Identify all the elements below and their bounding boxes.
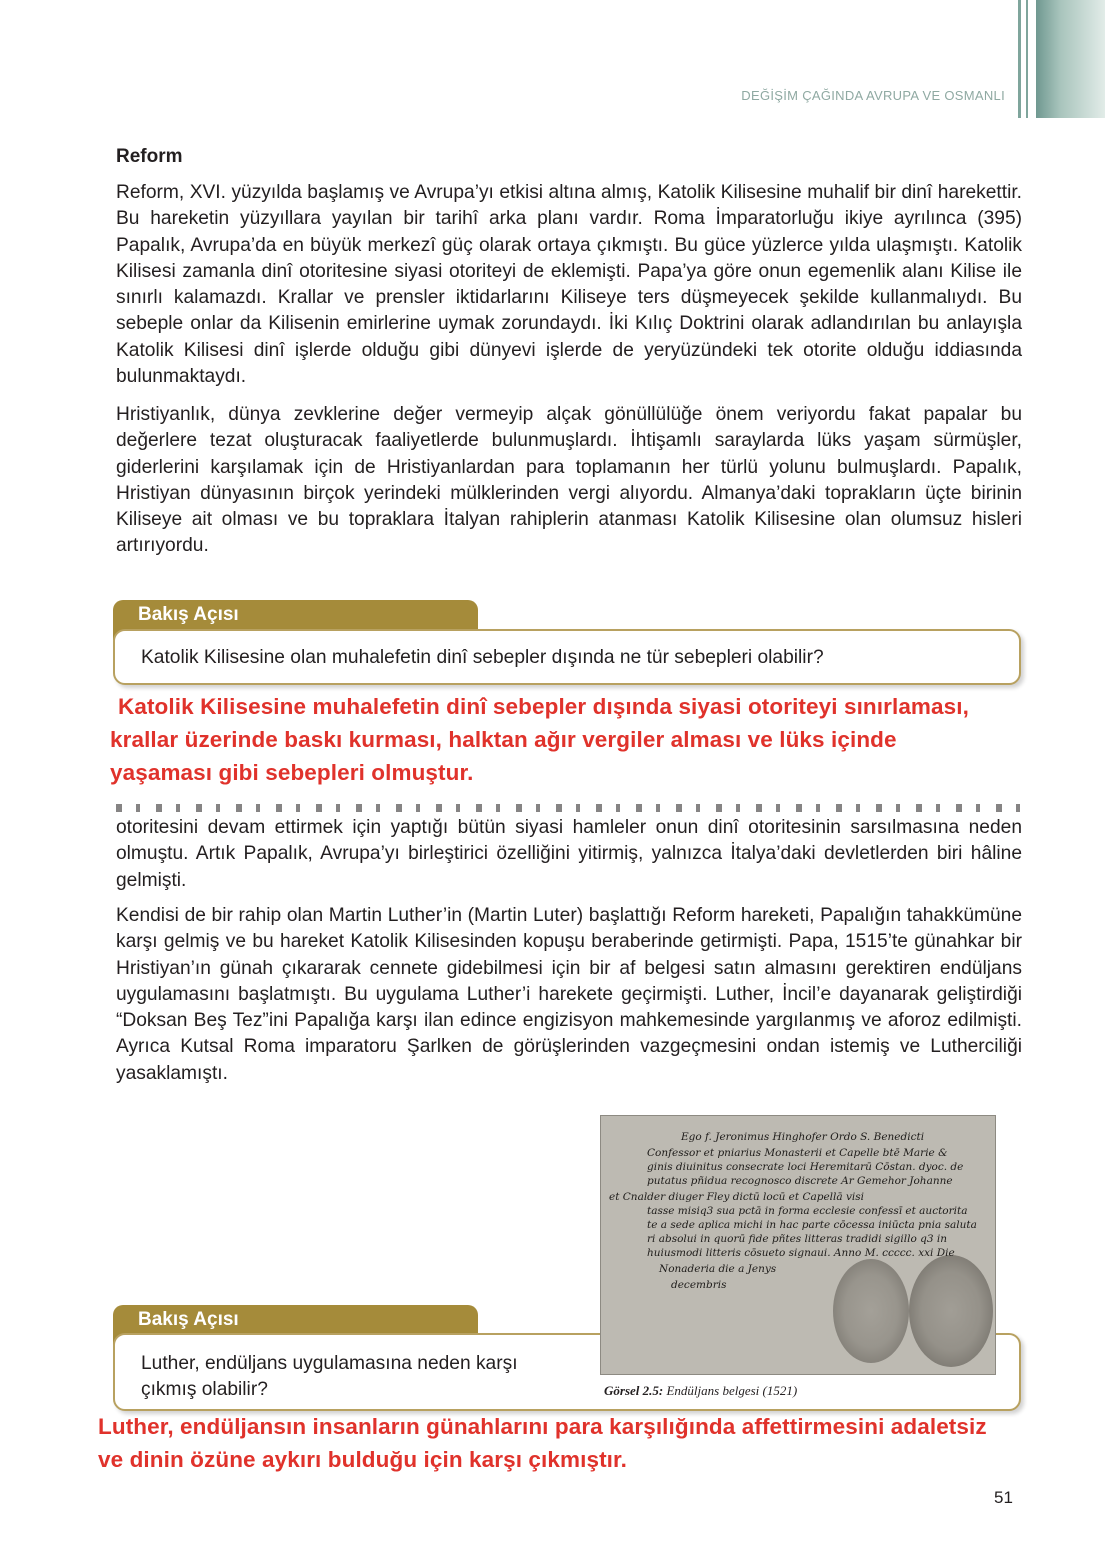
answer-1-line-1: Katolik Kilisesine muhalefetin dinî sebepler dışında siyasi otoriteyi sınırlaması, [118, 694, 969, 719]
document-line: ri absolui in quorū fide pñtes litteras tradidi sigillo q3 in [647, 1233, 947, 1245]
perspective-box-2-title: Bakış Açısı [138, 1309, 239, 1330]
answer-1-line-3: yaşaması gibi sebepleri olmuştur. [110, 760, 474, 785]
occluded-line [116, 804, 1022, 812]
perspective-box-2-question-line-1: Luther, endüljans uygulamasına neden karşı [141, 1353, 518, 1374]
indulgence-document-drawing [601, 1116, 996, 1375]
document-line: tasse misiq3 sua pctā in forma ecclesie confessī et auctorita [647, 1205, 968, 1217]
document-line: putatus pñidua recognosco discrete Ar Gemehor Johanne [647, 1175, 953, 1187]
document-line: ginis diuinitus consecrate loci Heremitarū Cōstan. dyoc. de [647, 1161, 964, 1173]
figure-caption-text: Endüljans belgesi (1521) [666, 1383, 798, 1398]
figure-caption [604, 1383, 797, 1399]
perspective-box-1 [113, 629, 1021, 685]
page-number: 51 [994, 1488, 1013, 1507]
answer-2-line-2: ve dinin özüne aykırı bulduğu için karşı çıkmıştır. [98, 1447, 627, 1472]
document-line: huiusmodi litteris cōsueto signaui. Anno M. ccccc. xxi Die [647, 1247, 955, 1259]
answer-2-line-1: Luther, endüljansın insanların günahlarını para karşılığında affettirmesini adaletsiz [98, 1414, 987, 1439]
wax-seal-2 [909, 1255, 993, 1367]
wax-seal-1 [833, 1259, 909, 1363]
running-head: DEĞİŞİM ÇAĞINDA AVRUPA VE OSMANLI [741, 88, 1005, 103]
document-line: et Cnalder diuger Fley dictū locū et Capellā visi [609, 1191, 865, 1203]
indulgence-document-image [600, 1115, 996, 1375]
paragraph-1: Reform, XVI. yüzyılda başlamış ve Avrupa’yı etkisi altına almış, Katolik Kilisesine muhalif bir dinî harekettir. Bu hareketin yüzyıllara yayılan bir tarihî arka planı vardır. Roma İmparatorluğu ikiye ayrılınca (395) Papalık, Avrupa’da en büyük merkezî güç olarak ortaya çıkmıştı. Bu güce yüzlerce yılda ulaşmıştı. Katolik Kilisesi zamanla dinî otoritesine siyasi otoriteyi de eklemişti. Papa’ya göre onun egemenlik alanı Kilise ile sınırlı kalamazdı. Krallar ve prensler iktidarlarını Kiliseye ters düşmeyecek şekilde kullanmalıydı. Bu sebeple onlar da Kilisenin emirlerine uymak zorundaydı. İki Kılıç Doktrini olarak adlandırılan bu anlayışla Katolik Kilisesi dinî işlerde olduğu gibi dünyevi işlerde de yeryüzündeki tek otorite olduğu iddiasında bulunmaktaydı. [116, 182, 1022, 388]
header-rule-left [1018, 0, 1021, 118]
document-line: Confessor et pniarius Monasterii et Capelle btē Marie & [647, 1147, 948, 1159]
perspective-box-1-question: Katolik Kilisesine olan muhalefetin dinî sebepler dışında ne tür sebepleri olabilir? [141, 647, 824, 668]
answer-1-line-2: krallar üzerinde baskı kurması, halktan ağır vergiler alması ve lüks içinde [110, 727, 897, 752]
document-line: decembris [671, 1279, 727, 1291]
perspective-box-2-question-line-2: çıkmış olabilir? [141, 1379, 268, 1400]
paragraph-2: Hristiyanlık, dünya zevklerine değer vermeyip alçak gönüllülüğe önem veriyordu fakat papalar bu değerlere tezat oluşturacak faaliyetlerde bulunmuşlardı. İhtişamlı saraylarda lüks yaşam sürmüşler, giderlerini karşılamak için de Hristiyanlardan para toplamanın her türlü yolunu bulmuşlardı. Papalık, Hristiyan dünyasının birçok yerindeki mülklerinden vergi alıyordu. Almanya’daki toprakların üçte birinin Kiliseye ait olması ve bu topraklara İtalyan rahiplerin atanması Katolik Kilisesine olan olumsuz hisleri artırıyordu. [116, 404, 1022, 557]
header-corner-tab [1036, 0, 1105, 118]
section-heading: Reform [116, 146, 183, 167]
paragraph-4: Kendisi de bir rahip olan Martin Luther’in (Martin Luter) başlattığı Reform hareketi, Papalığın tahakkümüne karşı gelmiş ve bu hareket Katolik Kilisesinden kopuşu beraberinde getirmişti. Papa, 1515’te günahkar bir Hristiyan’ın günah çıkararak cennete gidebilmesi için bir af belgesi satın almasını gerektiren endüljans uygulamasını başlatmıştı. Bu uygulama Luther’i harekete geçirmişti. Luther, İncil’e dayanarak geliştirdiği “Doksan Beş Tez”ini Papalığa karşı ilan edince engizisyon mahkemesinde yargılanmış ve aforoz edilmişti. Ayrıca Kutsal Roma imparatoru Şarlken de görüşlerinden vazgeçmesini ondan istemiş ve Lutherciliği yasaklamıştı. [116, 905, 1022, 1084]
document-line: Nonaderia die a Jenys [659, 1263, 777, 1275]
figure-caption-label: Görsel 2.5: [604, 1383, 664, 1398]
perspective-box-1-title: Bakış Açısı [138, 604, 239, 625]
document-line: te a sede aplica michi in hac parte cōcessa iniūcta pnia saluta [647, 1219, 977, 1231]
document-line: Ego f. Jeronimus Hinghofer Ordo S. Benedicti [681, 1131, 925, 1143]
header-rule-right [1026, 0, 1028, 118]
paragraph-3: otoritesini devam ettirmek için yaptığı bütün siyasi hamleler onun dinî otoritesinin sarsılmasına neden olmuştu. Artık Papalık, Avrupa’yı birleştirici özelliğini yitirmiş, yalnızca İtalya’daki devletlerden biri hâline gelmişti. [116, 817, 1022, 891]
